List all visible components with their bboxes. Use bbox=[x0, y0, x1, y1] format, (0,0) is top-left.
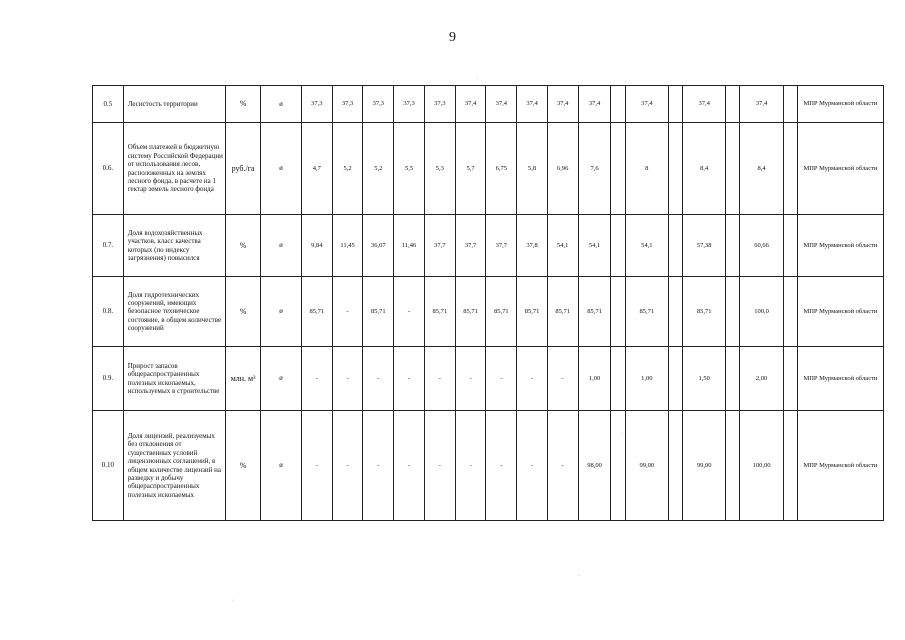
scan-speck: · bbox=[232, 598, 234, 604]
value-cell: 85,71 bbox=[517, 277, 548, 347]
value-cell: - bbox=[517, 411, 548, 521]
value-cell: 4,7 bbox=[302, 123, 333, 215]
code-cell: ø bbox=[261, 86, 302, 123]
value-cell: - bbox=[486, 411, 517, 521]
value-cell: 85,71 bbox=[683, 277, 726, 347]
value-cell: 37,3 bbox=[424, 86, 455, 123]
value-cell bbox=[611, 123, 625, 215]
code-cell: ø bbox=[261, 347, 302, 411]
value-cell: 37,4 bbox=[455, 86, 486, 123]
value-cell: 60,66 bbox=[740, 215, 783, 277]
value-cell bbox=[726, 123, 740, 215]
responsible-org: МПР Мурманской области bbox=[797, 347, 883, 411]
responsible-org: МПР Мурманской области bbox=[797, 123, 883, 215]
value-cell: 54,1 bbox=[625, 215, 668, 277]
value-cell: 37,3 bbox=[394, 86, 425, 123]
value-cell: 37,4 bbox=[578, 86, 611, 123]
value-cell: 6,75 bbox=[486, 123, 517, 215]
value-cell bbox=[611, 411, 625, 521]
row-number: 0.8. bbox=[93, 277, 124, 347]
table-row bbox=[93, 86, 884, 123]
value-cell: - bbox=[363, 347, 394, 411]
value-cell: 57,38 bbox=[683, 215, 726, 277]
value-cell bbox=[726, 86, 740, 123]
table-row bbox=[93, 411, 884, 521]
row-number: 0.7. bbox=[93, 215, 124, 277]
table-row bbox=[93, 123, 884, 215]
value-cell: 99,00 bbox=[683, 411, 726, 521]
value-cell: 37,4 bbox=[547, 86, 578, 123]
value-cell: - bbox=[302, 411, 333, 521]
indicator-name: Доля лицензий, реализуемых без отклонения от существенных условий лицензионных соглашений, в общем количестве лицензий на разведку и добычу общераспространенных полезных ископаемых bbox=[123, 411, 225, 521]
value-cell: - bbox=[517, 347, 548, 411]
value-cell: 37,7 bbox=[455, 215, 486, 277]
value-cell: - bbox=[332, 347, 363, 411]
value-cell: 85,71 bbox=[363, 277, 394, 347]
value-cell bbox=[783, 347, 797, 411]
value-cell bbox=[783, 215, 797, 277]
value-cell: 7,6 bbox=[578, 123, 611, 215]
code-cell: ø bbox=[261, 123, 302, 215]
value-cell: 85,71 bbox=[302, 277, 333, 347]
value-cell: 1,00 bbox=[578, 347, 611, 411]
value-cell: 5,2 bbox=[332, 123, 363, 215]
value-cell bbox=[783, 411, 797, 521]
value-cell: - bbox=[394, 277, 425, 347]
value-cell: 5,8 bbox=[517, 123, 548, 215]
value-cell: - bbox=[394, 347, 425, 411]
value-cell: 37,4 bbox=[517, 86, 548, 123]
table-row bbox=[93, 215, 884, 277]
scan-speck: · bbox=[578, 573, 580, 579]
value-cell: 1,00 bbox=[625, 347, 668, 411]
value-cell: 2,00 bbox=[740, 347, 783, 411]
row-number: 0.10 bbox=[93, 411, 124, 521]
value-cell: 5,3 bbox=[424, 123, 455, 215]
value-cell: 37,7 bbox=[486, 215, 517, 277]
value-cell: 85,71 bbox=[455, 277, 486, 347]
value-cell: 85,71 bbox=[486, 277, 517, 347]
unit-cell: % bbox=[226, 277, 261, 347]
value-cell: 11,46 bbox=[394, 215, 425, 277]
value-cell: 100,0 bbox=[740, 277, 783, 347]
value-cell: - bbox=[363, 411, 394, 521]
value-cell: 98,00 bbox=[578, 411, 611, 521]
value-cell bbox=[668, 215, 682, 277]
value-cell: - bbox=[332, 411, 363, 521]
row-number: 0.5 bbox=[93, 86, 124, 123]
value-cell: 54,1 bbox=[578, 215, 611, 277]
value-cell: 6,96 bbox=[547, 123, 578, 215]
code-cell: ø bbox=[261, 277, 302, 347]
code-cell: ø bbox=[261, 215, 302, 277]
responsible-org: МПР Мурманской области bbox=[797, 277, 883, 347]
value-cell: 37,4 bbox=[486, 86, 517, 123]
value-cell bbox=[611, 215, 625, 277]
value-cell: 37,3 bbox=[363, 86, 394, 123]
value-cell: 11,45 bbox=[332, 215, 363, 277]
value-cell: 54,1 bbox=[547, 215, 578, 277]
value-cell bbox=[668, 347, 682, 411]
value-cell: - bbox=[424, 347, 455, 411]
value-cell: 5,2 bbox=[363, 123, 394, 215]
value-cell: 9,84 bbox=[302, 215, 333, 277]
value-cell bbox=[726, 411, 740, 521]
responsible-org: МПР Мурманской области bbox=[797, 411, 883, 521]
unit-cell: руб./га bbox=[226, 123, 261, 215]
indicators-table bbox=[92, 85, 884, 521]
value-cell: - bbox=[486, 347, 517, 411]
value-cell: 37,8 bbox=[517, 215, 548, 277]
indicator-name: Доля гидротехнических сооружений, имеющих безопасное техническое состояние, в общем количестве сооружений bbox=[123, 277, 225, 347]
value-cell bbox=[726, 215, 740, 277]
value-cell: - bbox=[302, 347, 333, 411]
value-cell bbox=[668, 411, 682, 521]
value-cell bbox=[668, 86, 682, 123]
value-cell: - bbox=[394, 411, 425, 521]
value-cell bbox=[668, 123, 682, 215]
value-cell: 5,7 bbox=[455, 123, 486, 215]
value-cell: 37,4 bbox=[683, 86, 726, 123]
value-cell: 8 bbox=[625, 123, 668, 215]
value-cell: 8,4 bbox=[740, 123, 783, 215]
value-cell bbox=[726, 277, 740, 347]
row-number: 0.6. bbox=[93, 123, 124, 215]
value-cell: 85,71 bbox=[547, 277, 578, 347]
code-cell: ø bbox=[261, 411, 302, 521]
value-cell: 5,5 bbox=[394, 123, 425, 215]
table-row bbox=[93, 347, 884, 411]
indicator-name: Прирост запасов общераспространенных полезных ископаемых, используемых в строительстве bbox=[123, 347, 225, 411]
value-cell: 37,4 bbox=[625, 86, 668, 123]
indicator-name: Доля водохозяйственных участков, класс качества которых (по индексу загрязнения) повысился bbox=[123, 215, 225, 277]
value-cell: - bbox=[455, 347, 486, 411]
value-cell: 1,50 bbox=[683, 347, 726, 411]
value-cell: 37,4 bbox=[740, 86, 783, 123]
value-cell bbox=[783, 86, 797, 123]
value-cell: - bbox=[332, 277, 363, 347]
unit-cell: % bbox=[226, 215, 261, 277]
value-cell: 85,71 bbox=[625, 277, 668, 347]
value-cell bbox=[611, 277, 625, 347]
indicator-name: Лесистость территории bbox=[123, 86, 225, 123]
unit-cell: % bbox=[226, 86, 261, 123]
value-cell bbox=[726, 347, 740, 411]
value-cell: 37,3 bbox=[332, 86, 363, 123]
value-cell: 36,07 bbox=[363, 215, 394, 277]
value-cell bbox=[783, 123, 797, 215]
value-cell bbox=[611, 86, 625, 123]
row-number: 0.9. bbox=[93, 347, 124, 411]
scan-speck: · bbox=[621, 432, 623, 438]
value-cell: 100,00 bbox=[740, 411, 783, 521]
page-number: 9 bbox=[449, 30, 456, 45]
value-cell: - bbox=[424, 411, 455, 521]
value-cell: 85,71 bbox=[578, 277, 611, 347]
value-cell: - bbox=[547, 347, 578, 411]
value-cell bbox=[783, 277, 797, 347]
value-cell: 37,3 bbox=[302, 86, 333, 123]
unit-cell: % bbox=[226, 411, 261, 521]
value-cell: 37,7 bbox=[424, 215, 455, 277]
indicator-name: Объем платежей в бюджетную систему Российской Федерации от использования лесов, расположенных на землях лесного фонда, в расчете на 1 гектар земель лесного фонда bbox=[123, 123, 225, 215]
value-cell: 99,00 bbox=[625, 411, 668, 521]
value-cell: 8,4 bbox=[683, 123, 726, 215]
responsible-org: МПР Мурманской области bbox=[797, 215, 883, 277]
table-row bbox=[93, 277, 884, 347]
responsible-org: МПР Мурманской области bbox=[797, 86, 883, 123]
value-cell bbox=[668, 277, 682, 347]
unit-cell: млн. м³ bbox=[226, 347, 261, 411]
value-cell: 85,71 bbox=[424, 277, 455, 347]
value-cell bbox=[611, 347, 625, 411]
scan-speck: · bbox=[476, 76, 478, 82]
value-cell: - bbox=[455, 411, 486, 521]
value-cell: - bbox=[547, 411, 578, 521]
